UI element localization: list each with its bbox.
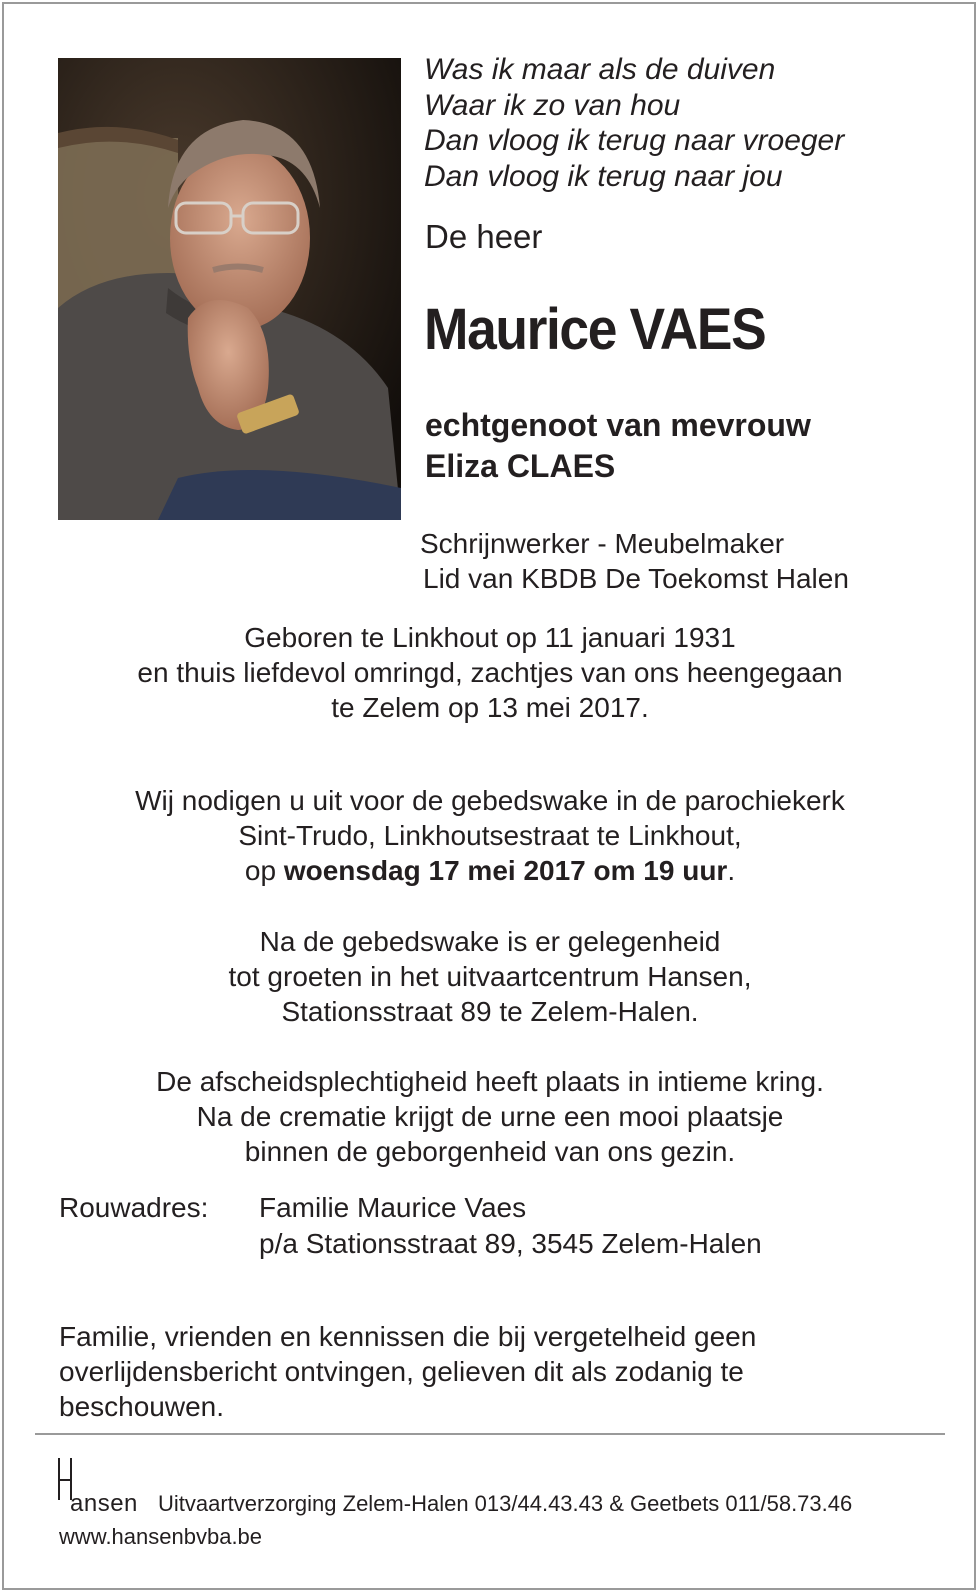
poem-line: Dan vloog ik terug naar vroeger <box>424 124 845 157</box>
spouse <box>425 405 811 487</box>
greeting-line: Na de gebedswake is er gelegenheid <box>259 926 721 957</box>
ceremony-line: De afscheidsplechtigheid heeft plaats in intieme kring. <box>156 1066 824 1097</box>
footer-divider <box>35 1433 945 1435</box>
birth-death-line: en thuis liefdevol omringd, zachtjes van ons heengegaan <box>137 657 843 688</box>
spouse-line: Eliza CLAES <box>425 448 616 484</box>
portrait-photo <box>58 58 401 520</box>
profession-line: Schrijnwerker - Meubelmaker <box>420 528 785 559</box>
deceased-name: Maurice VAES <box>424 297 766 362</box>
greeting-block <box>40 924 940 1029</box>
rouwadres-address <box>259 1190 762 1262</box>
wake-date-line <box>40 853 940 888</box>
wake-date: woensdag 17 mei 2017 om 19 uur <box>283 855 728 886</box>
website-link[interactable]: www.hansenbvba.be <box>59 1524 263 1549</box>
wake-suffix: . <box>727 855 736 886</box>
rouwadres-line: p/a Stationsstraat 89, 3545 Zelem-Halen <box>259 1228 762 1259</box>
poem-line: Was ik maar als de duiven <box>424 53 776 86</box>
profession-line: Lid van KBDB De Toekomst Halen <box>423 563 849 594</box>
closing-note: Familie, vrienden en kennissen die bij vergetelheid geen overlijdensbericht ontvingen, gelieven dit als zodanig te beschouwen. <box>59 1321 757 1422</box>
poem-line: Dan vloog ik terug naar jou <box>424 159 783 193</box>
greeting-line: Stationsstraat 89 te Zelem-Halen. <box>281 996 699 1027</box>
poem <box>424 52 844 194</box>
logo-wordmark: ansen <box>70 1490 138 1517</box>
ceremony-line: Na de crematie krijgt de urne een mooi plaatsje <box>196 1101 784 1132</box>
wake-block <box>40 783 940 888</box>
birth-death-line: te Zelem op 13 mei 2017. <box>331 692 649 723</box>
ceremony-line: binnen de geborgenheid van ons gezin. <box>244 1136 736 1167</box>
wake-prefix: op <box>244 855 284 886</box>
funeral-home-info: Uitvaartverzorging Zelem-Halen 013/44.43.43 & Geetbets 011/58.73.46 <box>158 1491 853 1516</box>
rouwadres-line: Familie Maurice Vaes <box>259 1192 527 1223</box>
wake-line: Sint-Trudo, Linkhoutsestraat te Linkhout, <box>238 820 742 851</box>
rouwadres-label: Rouwadres: <box>59 1192 209 1223</box>
greeting-line: tot groeten in het uitvaartcentrum Hansen, <box>228 961 752 992</box>
salutation: De heer <box>425 218 543 255</box>
birth-death-block <box>40 620 940 725</box>
ceremony-block <box>40 1064 940 1169</box>
wake-line: Wij nodigen u uit voor de gebedswake in de parochiekerk <box>135 785 845 816</box>
profession <box>420 526 849 596</box>
spouse-line: echtgenoot van mevrouw <box>425 407 811 443</box>
poem-line: Waar ik zo van hou <box>424 88 681 122</box>
birth-death-line: Geboren te Linkhout op 11 januari 1931 <box>244 622 736 653</box>
